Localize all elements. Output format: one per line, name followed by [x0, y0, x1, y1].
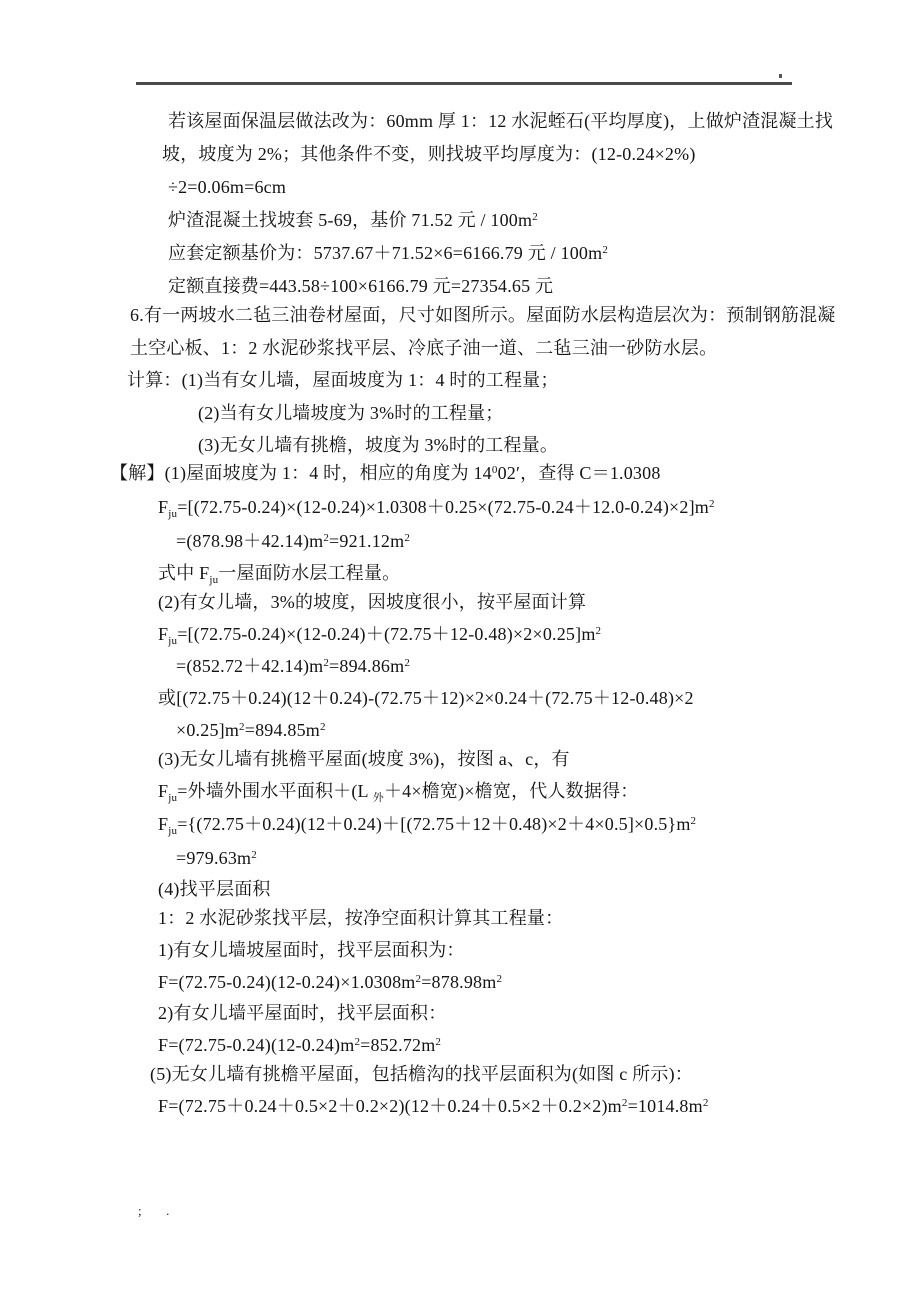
text-line: 6.有一两坡水二毡三油卷材屋面，尺寸如图所示。屋面防水层构造层次为：预制钢筋混凝: [130, 305, 836, 325]
text-line: $F_{ju}=[(72.75-0.24)\times(12-0.24)\times 1.0308+0.25\times(72.75-0.24+12.0-0.24)\times 2]m^2$: [158, 497, 715, 520]
header-rule: [136, 82, 792, 85]
text-line: $F_{ju}=$外墙外围水平面积＋(L $_外$＋4×檐宽)×檐宽，代人数据得：: [158, 781, 639, 804]
text-line: ÷2=0.06m=6cm: [168, 177, 287, 197]
text-line: 2)有女儿墙平屋面时，找平层面积：: [158, 1003, 447, 1023]
text-line: $\times 0.25]m^2=894.85m^2$: [176, 720, 326, 740]
text-line: $F=(72.75-0.24)(12-0.24)m^2=852.72m^2$: [158, 1035, 442, 1055]
text-line: 定额直接费=443.58÷100×6166.79 元=27354.65 元: [168, 276, 554, 296]
text-line: 若该屋面保温层做法改为：60mm 厚 1：12 水泥蛭石(平均厚度)，上做炉渣混凝土找: [168, 111, 834, 131]
text-line: 式中 $F_{ju}$一屋面防水层工程量。: [158, 563, 401, 586]
text-line: $F=(72.75+0.24+0.5\times 2+0.2\times 2)(12+0.24+0.5\times 2+0.2\times 2)m^2=1014.8m^2$: [158, 1096, 709, 1116]
text-line: $=(878.98+42.14)m^2=921.12m^2$: [176, 531, 411, 551]
text-line: 或[(72.75＋0.24)(12＋0.24)-(72.75＋12)×2×0.24＋(72.75＋12-0.48)×2: [158, 688, 694, 708]
text-line: (4)找平层面积: [158, 879, 271, 899]
text-line: (2)当有女儿墙坡度为 3%时的工程量；: [198, 403, 504, 423]
text-line: 土空心板、1：2 水泥砂浆找平层、冷底子油一道、二毡三油一砂防水层。: [130, 338, 718, 358]
text-line: $F_{ju}=\{(72.75+0.24)(12+0.24)+[(72.75+12+0.48)\times 2+4\times 0.5]\times 0.5\}m^2$: [158, 814, 697, 837]
text-line: 1)有女儿墙坡屋面时，找平层面积为：: [158, 940, 465, 960]
text-line: 坡，坡度为 2%；其他条件不变，则找坡平均厚度为：(12-0.24×2%): [162, 144, 696, 164]
text-line: (2)有女儿墙，3%的坡度，因坡度很小，按平屋面计算: [158, 592, 587, 612]
text-line: $=979.63m^2$: [176, 848, 257, 868]
text-line: 炉渣混凝土找坡套 5-69，基价 71.52 元 / $100m^2$: [168, 210, 538, 230]
footer-mark: ; .: [138, 1203, 176, 1218]
text-line: $F_{ju}=[(72.75-0.24)\times(12-0.24)+(72.75+12-0.48)\times 2\times 0.25]m^2$: [158, 624, 602, 647]
text-line: 1：2 水泥砂浆找平层，按净空面积计算其工程量：: [158, 908, 564, 928]
text-line: (3)无女儿墙有挑檐，坡度为 3%时的工程量。: [198, 435, 559, 455]
text-line: 【解】(1)屋面坡度为 1：4 时，相应的角度为 $14^002'$，查得 C＝1.0308: [110, 463, 661, 483]
text-line: 应套定额基价为：5737.67＋71.52×6=6166.79 元 / $100m^2$: [168, 243, 609, 263]
text-line: (5)无女儿墙有挑檐平屋面，包括檐沟的找平层面积为(如图 c 所示)：: [150, 1064, 693, 1084]
text-line: $F=(72.75-0.24)(12-0.24)\times 1.0308m^2=878.98m^2$: [158, 972, 503, 992]
header-dot: [779, 74, 782, 78]
text-line: 计算：(1)当有女儿墙，屋面坡度为 1：4 时的工程量；: [127, 370, 559, 390]
text-line: (3)无女儿墙有挑檐平屋面(坡度 3%)，按图 a、c，有: [158, 749, 570, 769]
text-line: $=(852.72+42.14)m^2=894.86m^2$: [176, 656, 411, 676]
